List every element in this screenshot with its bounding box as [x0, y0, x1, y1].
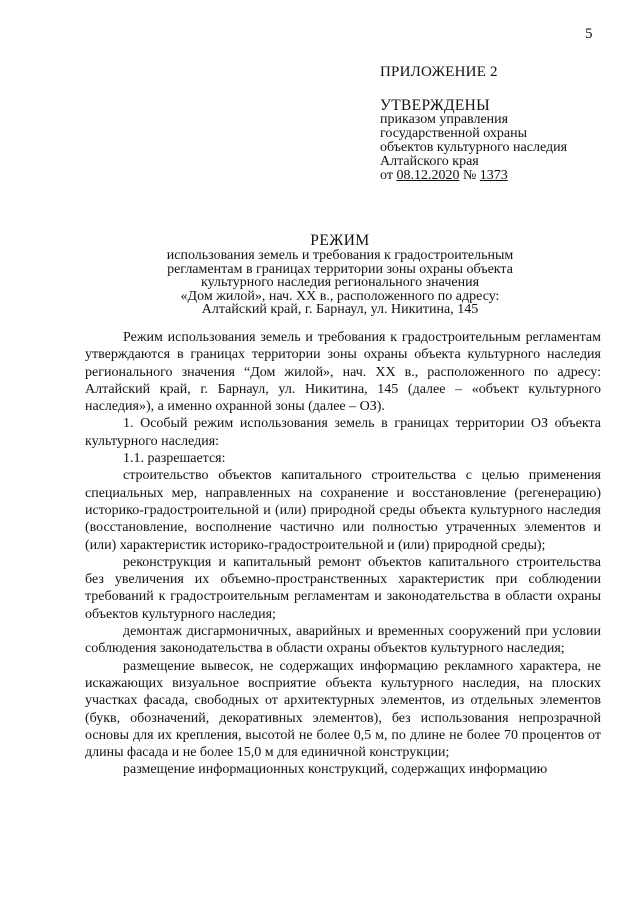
title-line: «Дом жилой», нач. XX в., расположенного по адресу: — [180, 288, 500, 304]
paragraph: размещение информационных конструкций, содержащих информацию — [123, 762, 548, 778]
order-number-sign: № — [462, 168, 477, 183]
appendix-label: ПРИЛОЖЕНИЕ 2 — [380, 64, 498, 80]
title-line: регламентам в границах территории зоны охраны объекта — [167, 261, 513, 277]
order-date: 08.12.2020 — [396, 168, 460, 183]
approval-line: приказом управления — [380, 112, 509, 127]
paragraph: размещение вывесок, не содержащих информацию рекламного характера, не искажающих визуальное восприятие объекта культурного наследия, на плоских участках фасада, свободных от архитектурных элементов, из отдельных элементов (букв, обозначений, декоративных элементов), без использования непрозрачной основы для их крепления, высотой не более 0,5 м, по длине не более 70 процентов от длины фасада и не более 15,0 м для единичной конструкции; — [85, 658, 601, 761]
order-number: 1373 — [479, 168, 508, 183]
paragraph: 1. Особый режим использования земель в границах территории ОЗ объекта культурного наследия: — [85, 416, 601, 449]
title-line: Алтайский край, г. Барнаул, ул. Никитина, 145 — [201, 302, 479, 317]
approval-block — [380, 64, 630, 183]
title-line: культурного наследия регионального значения — [200, 275, 480, 290]
title-heading: РЕЖИМ — [310, 232, 370, 249]
approval-line: государственной охраны — [380, 126, 528, 141]
paragraph: реконструкция и капитальный ремонт объектов капитального строительства без увеличения их объемно-пространственных характеристик при соблюдении требований к градостроительным регламентам и законодательства в области охраны объектов культурного наследия; — [85, 554, 601, 622]
approved-label: УТВЕРЖДЕНЫ — [380, 97, 490, 114]
order-prefix: от — [380, 168, 393, 183]
document-title — [100, 233, 580, 317]
document-body — [85, 329, 601, 779]
page-number: 5 — [585, 26, 593, 42]
title-line: использования земель и требования к градостроительным — [166, 248, 514, 263]
approval-line: Алтайского края — [380, 154, 479, 169]
paragraph: Режим использования земель и требования к градостроительным регламентам утверждаются в границах территории зоны охраны объекта культурного наследия регионального значения “Дом жилой», нач. XX в., расположенного по адресу: Алтайский край, г. Барнаул, ул. Никитина, 145 (далее – «объект культурного наследия»), а именно охранной зоны (далее – ОЗ). — [85, 330, 601, 415]
paragraph: демонтаж дисгармоничных, аварийных и временных сооружений при условии соблюдения законодательства в области охраны объектов культурного наследия; — [85, 624, 601, 657]
order-reference — [380, 169, 630, 183]
paragraph: 1.1. разрешается: — [123, 451, 226, 467]
approval-line: объектов культурного наследия — [380, 140, 568, 155]
paragraph: строительство объектов капитального строительства с целью применения специальных мер, направленных на сохранение и восстановление (регенерацию) историко-градостроительной и (или) природной среды объекта культурного наследия (восстановление, восполнение частично или полностью утраченных элементов и (или) характеристик историко-градостроительной и (или) природной среды); — [85, 468, 601, 553]
